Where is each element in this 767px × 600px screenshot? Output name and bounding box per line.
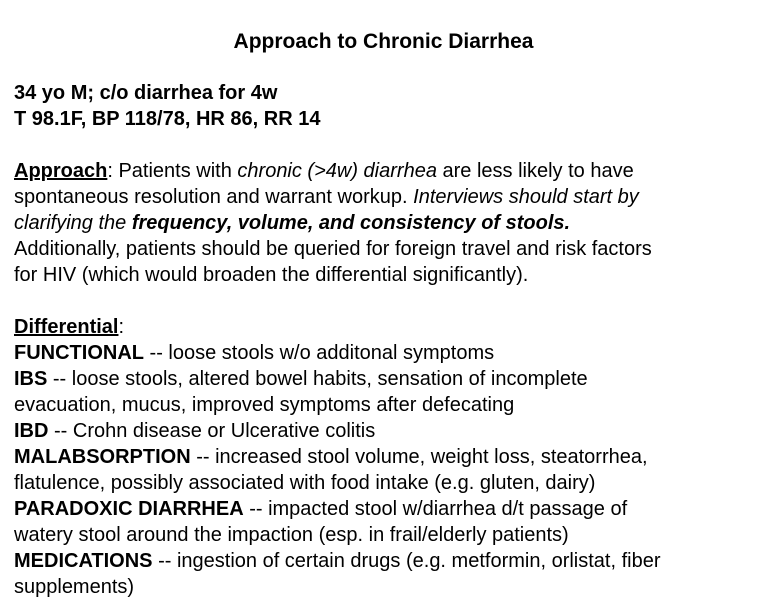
differential-item	[14, 548, 753, 600]
differential-item-description: -- Crohn disease or Ulcerative colitis	[48, 420, 376, 442]
patient-complaint: 34 yo M; c/o diarrhea for 4w	[14, 82, 278, 104]
approach-line-5: for HIV (which would broaden the differential significantly).	[14, 264, 529, 286]
differential-item	[14, 444, 753, 496]
differential-item-line	[14, 366, 753, 392]
vital-signs: T 98.1F, BP 118/78, HR 86, RR 14	[14, 108, 321, 130]
approach-text-1: are less likely to have	[436, 160, 634, 182]
approach-section	[14, 158, 753, 288]
differential-colon: :	[118, 316, 125, 338]
approach-line-4: Additionally, patients should be queried for foreign travel and risk factors	[14, 238, 652, 260]
differential-item-line	[14, 444, 753, 470]
document-title: Approach to Chronic Diarrhea	[233, 30, 534, 53]
differential-item	[14, 366, 753, 418]
differential-item-line	[14, 548, 753, 574]
approach-italic-2: clarifying the	[14, 212, 132, 234]
differential-item-name: MEDICATIONS	[14, 550, 153, 572]
differential-item-name: IBD	[14, 420, 49, 442]
differential-item-name: FUNCTIONAL	[14, 342, 144, 364]
case-summary	[14, 80, 753, 132]
differential-item-line	[14, 392, 753, 418]
differential-item-description: watery stool around the impaction (esp. in frail/elderly patients)	[14, 524, 569, 546]
differential-item-description: evacuation, mucus, improved symptoms after defecating	[14, 394, 515, 416]
differential-item	[14, 418, 753, 444]
approach-text-2: spontaneous resolution and warrant workup.	[14, 186, 414, 208]
differential-item-name: MALABSORPTION	[14, 446, 191, 468]
differential-item-name: PARADOXIC DIARRHEA	[14, 498, 244, 520]
approach-line-1	[14, 158, 753, 184]
differential-item-description: -- impacted stool w/diarrhea d/t passage of	[243, 498, 628, 520]
differential-item	[14, 496, 753, 548]
differential-item-line	[14, 522, 753, 548]
differential-item	[14, 340, 753, 366]
differential-item-name: IBS	[14, 368, 48, 390]
differential-item-description: supplements)	[14, 576, 135, 598]
approach-italic-1: Interviews should start by	[413, 186, 639, 208]
approach-line-3	[14, 210, 753, 236]
differential-item-description: -- loose stools, altered bowel habits, sensation of incomplete	[47, 368, 588, 390]
differential-item-description: -- loose stools w/o additonal symptoms	[143, 342, 495, 364]
differential-item-line	[14, 418, 753, 444]
differential-list	[14, 340, 753, 600]
differential-item-description: -- increased stool volume, weight loss, steatorrhea,	[190, 446, 648, 468]
approach-line-2	[14, 184, 753, 210]
differential-item-line	[14, 340, 753, 366]
differential-item-description: -- ingestion of certain drugs (e.g. metformin, orlistat, fiber	[152, 550, 661, 572]
approach-intro: : Patients with	[107, 160, 238, 182]
chronic-term: chronic (>4w) diarrhea	[237, 160, 437, 182]
differential-item-line	[14, 574, 753, 600]
differential-section	[14, 314, 753, 600]
differential-item-description: flatulence, possibly associated with food intake (e.g. gluten, dairy)	[14, 472, 596, 494]
approach-key-phrase: frequency, volume, and consistency of stools.	[131, 212, 571, 234]
differential-heading-line	[14, 314, 753, 340]
approach-heading: Approach	[14, 160, 108, 182]
differential-heading: Differential	[14, 316, 119, 338]
differential-item-line	[14, 496, 753, 522]
differential-item-line	[14, 470, 753, 496]
